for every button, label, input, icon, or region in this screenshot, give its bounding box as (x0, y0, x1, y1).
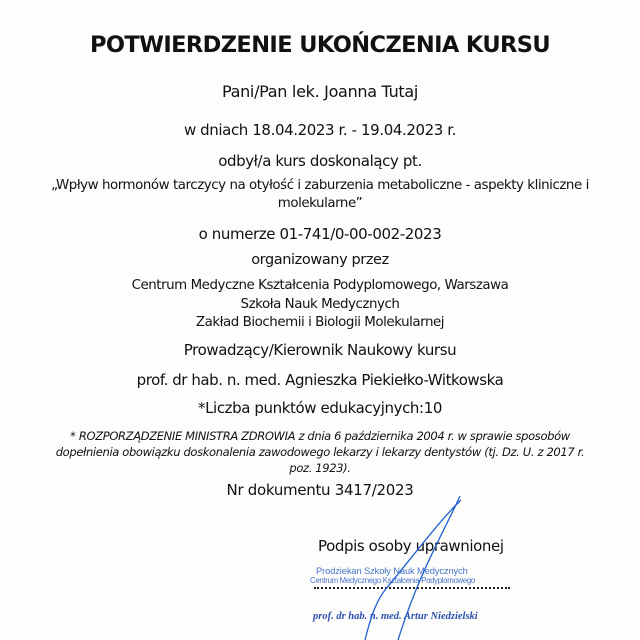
signature-label: Podpis osoby uprawnionej (318, 537, 504, 555)
leader-name: prof. dr hab. n. med. Agnieszka Piekiełko-Witkowska (136, 371, 504, 389)
recipient-name: Pani/Pan lek. Joanna Tutaj (221, 82, 419, 101)
course-title (0, 177, 640, 213)
page-title: POTWIERDZENIE UKOŃCZENIA KURSU (89, 32, 551, 58)
document-number: Nr dokumentu 3417/2023 (226, 481, 414, 499)
organizer-line: Centrum Medyczne Kształcenia Podyplomowego, Warszawa (131, 278, 509, 293)
course-title-line: „Wpływ hormonów tarczycy na otyłość i zaburzenia metaboliczne - aspekty kliniczne i (51, 178, 589, 193)
stamp-name: prof. dr hab. n. med. Artur Niedzielski (313, 611, 478, 622)
stamp-line: Prodziekan Szkoły Nauk Medycznych (316, 566, 468, 576)
footnote-line: dopełnienia obowiązku doskonalenia zawodowego lekarzy i lekarzy dentystów (tj. Dz. U. z 2017 r. (55, 445, 585, 459)
organizer-block (0, 277, 640, 333)
organizer-line: Szkoła Nauk Medycznych (240, 296, 400, 312)
footnote-line: poz. 1923). (289, 461, 351, 475)
completed-text: odbył/a kurs doskonalący pt. (218, 152, 422, 170)
organizer-line: Zakład Biochemii i Biologii Molekularnej (195, 315, 445, 330)
course-title-line: molekularne” (277, 196, 363, 211)
stamp-line: Centrum Medycznego Kształcenia Podyplomowego (310, 576, 475, 585)
course-number: o numerze 01-741/0-00-002-2023 (198, 225, 442, 243)
organized-by-label: organizowany przez (251, 252, 389, 268)
footnote (0, 428, 640, 476)
education-points: *Liczba punktów edukacyjnych:10 (198, 399, 442, 417)
signature-dotted-line (314, 587, 510, 589)
footnote-line: * ROZPORZĄDZENIE MINISTRA ZDROWIA z dnia 6 października 2004 r. w sprawie sposobów (70, 429, 570, 443)
leader-label: Prowadzący/Kierownik Naukowy kursu (183, 341, 457, 359)
course-dates: w dniach 18.04.2023 r. - 19.04.2023 r. (183, 121, 457, 139)
